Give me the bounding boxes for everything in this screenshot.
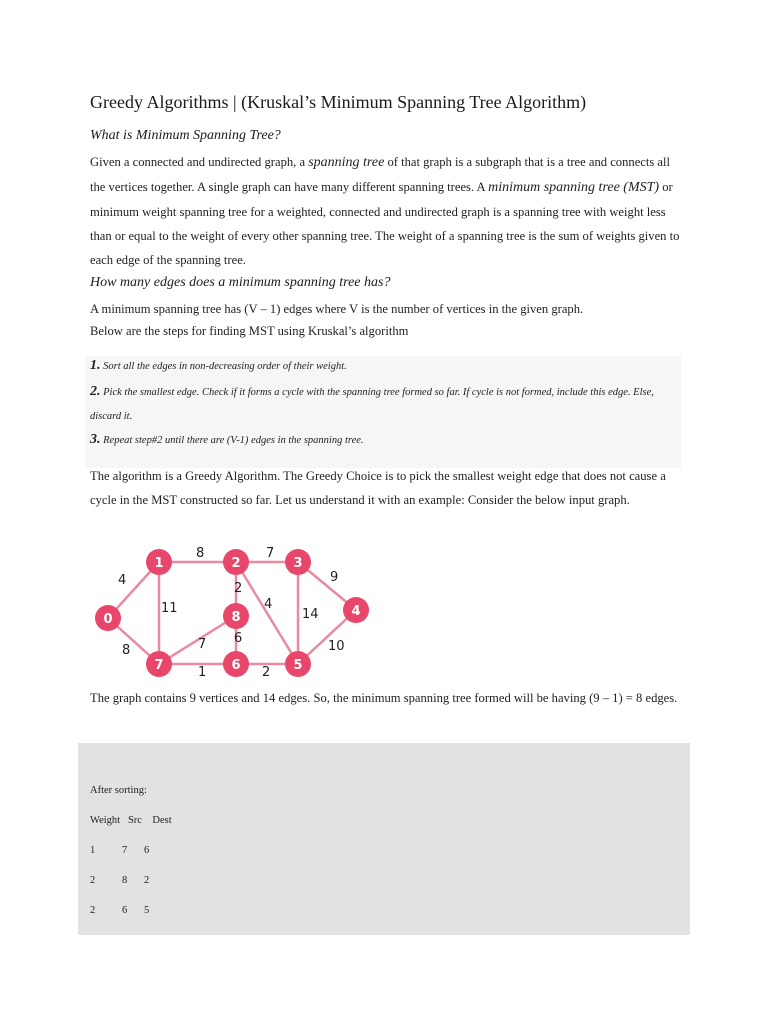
edge-label: 11 <box>161 601 178 616</box>
step-3-text: Repeat step#2 until there are (V-1) edges in the spanning tree. <box>103 435 364 446</box>
edge-label: 6 <box>234 631 243 646</box>
graph-node <box>285 549 311 575</box>
row-weight: 2 <box>90 905 96 916</box>
node-label: 8 <box>231 610 241 625</box>
edge-label: 9 <box>330 570 339 585</box>
row-weight: 1 <box>90 845 96 856</box>
graph-node <box>285 651 311 677</box>
answer-line-2: Below are the steps for finding MST using Kruskal’s algorithm <box>90 324 409 338</box>
example-graph <box>88 544 378 684</box>
graph-node <box>146 651 172 677</box>
graph-node <box>146 549 172 575</box>
node-label: 2 <box>231 556 241 571</box>
row-src: 7 <box>122 845 128 856</box>
step-2-text: Pick the smallest edge. Check if it forms a cycle with the spanning tree formed so far. If cycle is not formed, include this edge. Else, discard it. <box>90 387 654 422</box>
step-1-text: Sort all the edges in non-decreasing order of their weight. <box>103 361 347 372</box>
step-2-number: 2. <box>90 384 101 399</box>
step-3 <box>90 428 675 453</box>
node-label: 1 <box>154 556 164 571</box>
intro-paragraph <box>90 150 680 272</box>
row-dest: 6 <box>144 845 150 856</box>
edge-label: 2 <box>234 581 243 596</box>
code-row <box>90 845 149 856</box>
graph-node <box>223 603 249 629</box>
node-label: 5 <box>293 658 303 673</box>
row-dest: 5 <box>144 905 150 916</box>
node-label: 7 <box>154 658 164 673</box>
node-label: 6 <box>231 658 241 673</box>
code-row <box>90 875 149 886</box>
edge-label: 2 <box>262 665 271 680</box>
edge-label: 8 <box>196 546 205 561</box>
term-mst: minimum spanning tree (MST) <box>488 180 660 195</box>
graph-node <box>95 605 121 631</box>
page-title: Greedy Algorithms | (Kruskal’s Minimum Spanning Tree Algorithm) <box>90 92 587 112</box>
row-src: 8 <box>122 875 128 886</box>
term-spanning-tree: spanning tree <box>308 155 385 170</box>
graph-node <box>223 549 249 575</box>
edge-label: 1 <box>198 665 207 680</box>
code-columns: Weight Src Dest <box>90 815 172 826</box>
answer-line-1: A minimum spanning tree has (V – 1) edges where V is the number of vertices in the given graph. <box>90 302 584 316</box>
edge-label: 7 <box>198 637 207 652</box>
row-weight: 2 <box>90 875 96 886</box>
step-3-number: 3. <box>90 432 101 447</box>
question-mst: What is Minimum Spanning Tree? <box>90 128 281 143</box>
code-heading: After sorting: <box>90 785 147 796</box>
edge-label: 8 <box>122 643 131 658</box>
node-label: 4 <box>351 604 361 619</box>
edge-label: 10 <box>328 639 345 654</box>
graph-node <box>343 597 369 623</box>
graph-nodes <box>95 549 369 677</box>
step-1-number: 1. <box>90 358 101 373</box>
sorted-edges-box <box>78 743 690 935</box>
edge-label: 14 <box>302 607 319 622</box>
intro-text-2: of that graph is a subgraph that is a tree and connects all the vertices together. A single graph can have many different spanning trees. A <box>90 155 671 194</box>
question-edges: How many edges does a minimum spanning tree has? <box>90 275 391 290</box>
code-row <box>90 905 149 916</box>
node-label: 3 <box>293 556 303 571</box>
row-dest: 2 <box>144 875 150 886</box>
edge-label: 4 <box>264 597 273 612</box>
step-1 <box>90 354 675 379</box>
intro-text-1: Given a connected and undirected graph, a <box>90 155 309 169</box>
edge-label: 4 <box>118 573 127 588</box>
step-2 <box>90 380 675 429</box>
node-label: 0 <box>103 612 113 627</box>
intro-text-3: or minimum weight spanning tree for a weighted, connected and undirected graph is a spanning tree with weight less than or equal to the weight of every other spanning tree. The weight of a spanning tree is the sum of weights given to each edge of the spanning tree. <box>90 180 680 267</box>
graph-node <box>223 651 249 677</box>
row-src: 6 <box>122 905 128 916</box>
explanation-paragraph: The algorithm is a Greedy Algorithm. The Greedy Choice is to pick the smallest weight edge that does not cause a cycle in the MST constructed so far. Let us understand it with an example: Consider the below input graph. <box>90 469 666 507</box>
edge-label: 7 <box>266 546 275 561</box>
graph-note: The graph contains 9 vertices and 14 edges. So, the minimum spanning tree formed will be having (9 – 1) = 8 edges. <box>90 691 678 705</box>
